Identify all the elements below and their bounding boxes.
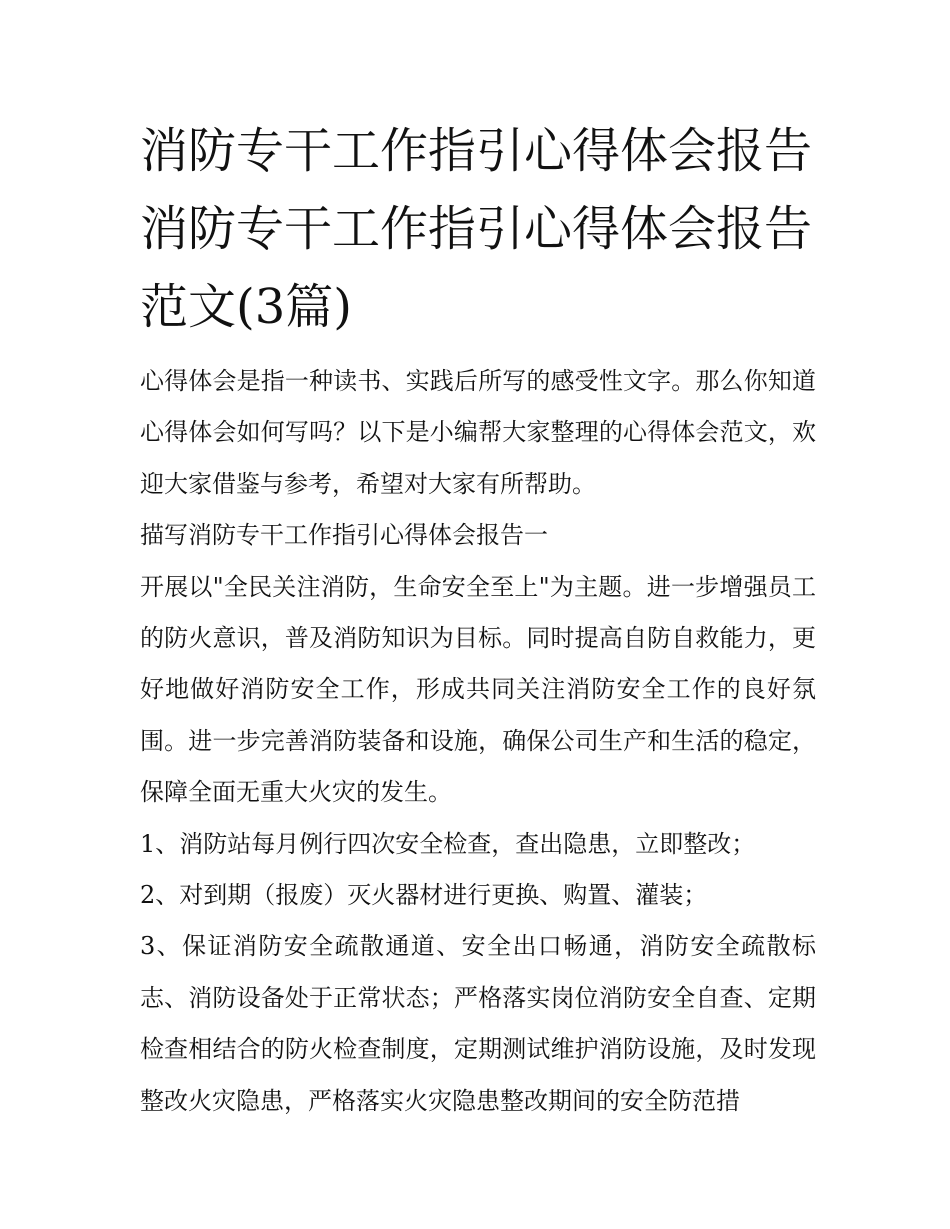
list-item: 1、消防站每月例行四次安全检查，查出隐患，立即整改； <box>140 829 756 858</box>
document-title: 消防专干工作指引心得体会报告 消防专干工作指引心得体会报告范文(3篇) <box>140 123 813 335</box>
section-heading: 描写消防专干工作指引心得体会报告一 <box>140 521 548 550</box>
intro-paragraph: 心得体会是指一种读书、实践后所写的感受性文字。那么你知道心得体会如何写吗？以下是小编帮大家整理的心得体会范文，欢迎大家借鉴与参考，希望对大家有所帮助。 <box>140 367 816 498</box>
list-item: 2、对到期（报废）灭火器材进行更换、购置、灌装； <box>140 881 708 910</box>
body-paragraph: 开展以"全民关注消防，生命安全至上"为主题。进一步增强员工的防火意识，普及消防知识为目标。同时提高自防自救能力，更好地做好消防安全工作，形成共同关注消防安全工作的良好氛围。进一步完善消防装备和设施，确保公司生产和生活的稳定，保障全面无重大火灾的发生。 <box>140 572 816 807</box>
document-body <box>140 356 816 1127</box>
document-page <box>140 112 816 1127</box>
list-item: 3、保证消防安全疏散通道、安全出口畅通，消防安全疏散标志、消防设备处于正常状态；严格落实岗位消防安全自查、定期检查相结合的防火检查制度，定期测试维护消防设施，及时发现整改火灾隐患，严格落实火灾隐患整改期间的安全防范措 <box>140 932 816 1115</box>
